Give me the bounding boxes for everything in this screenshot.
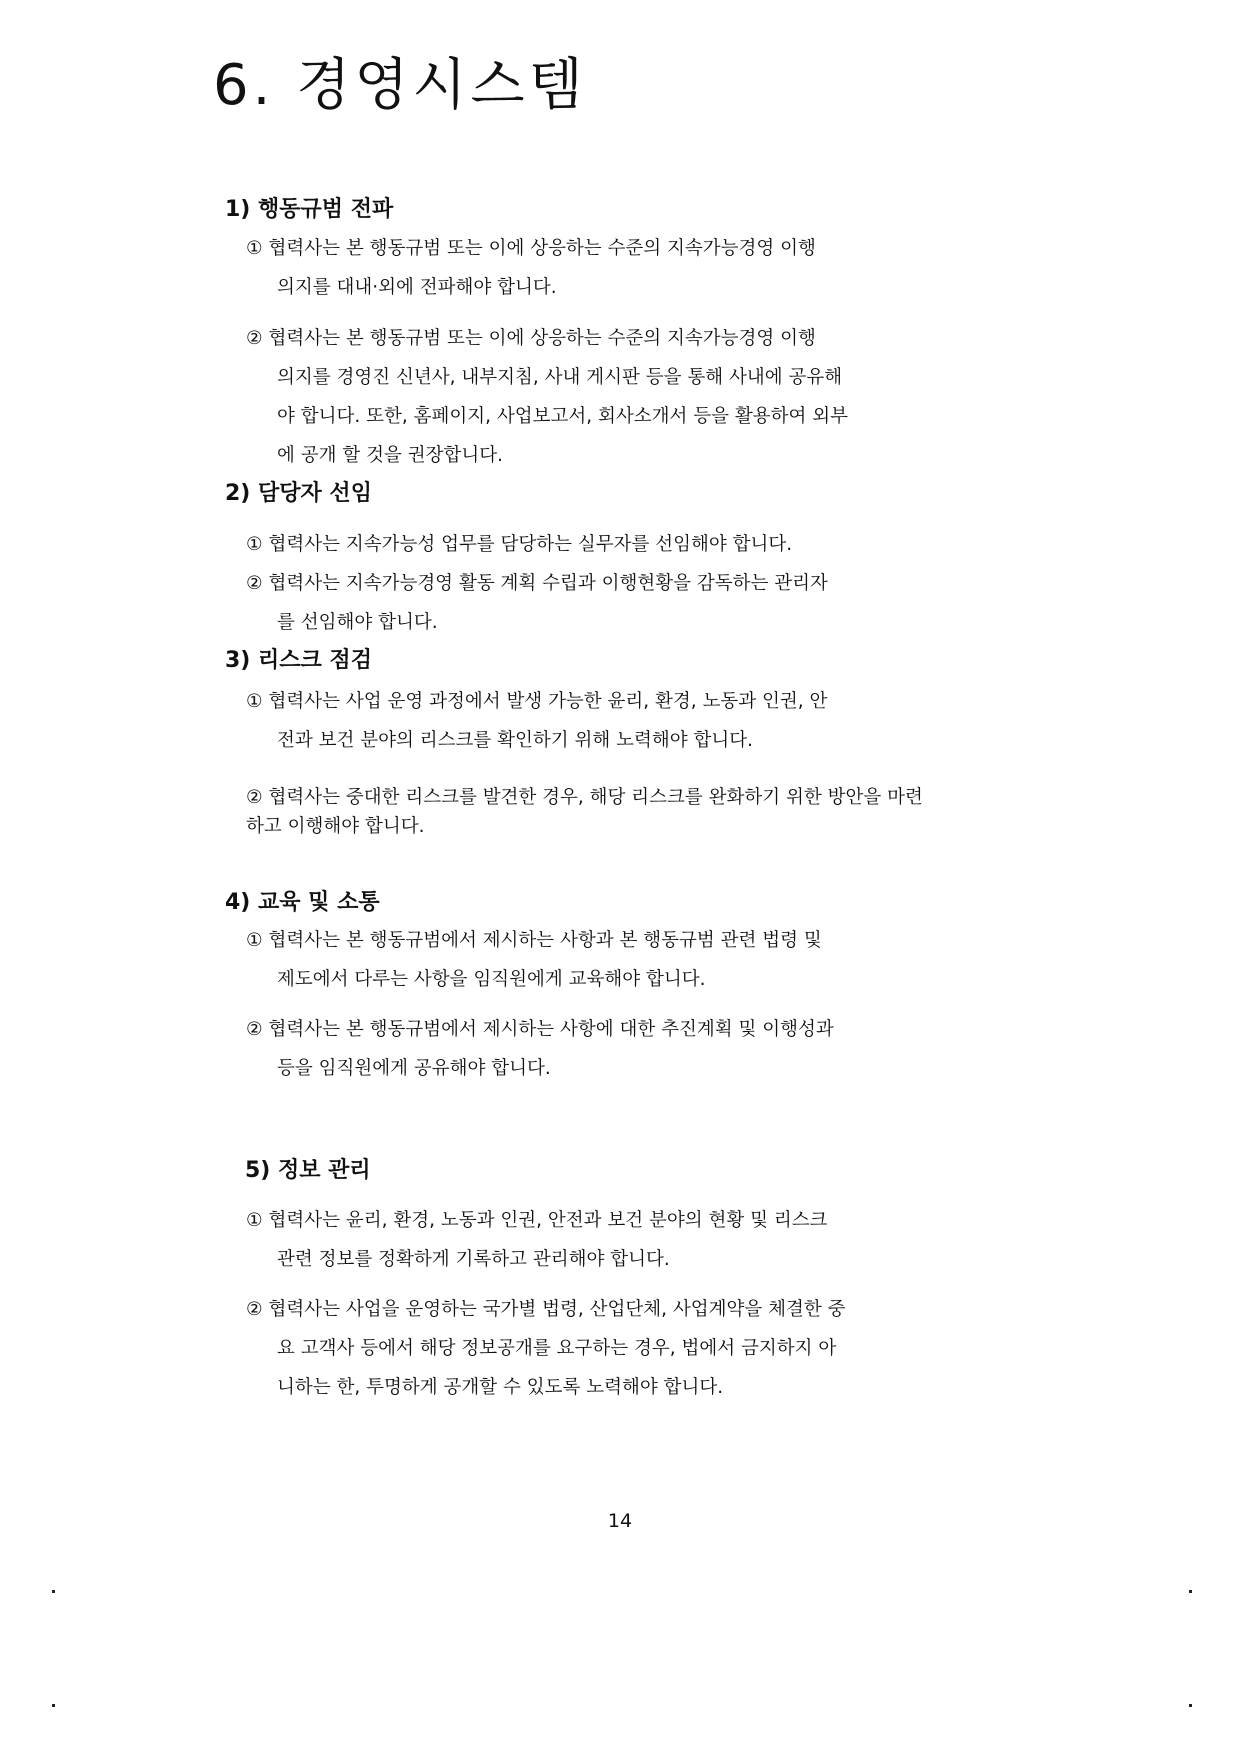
section-4-item-2 bbox=[246, 1010, 834, 1088]
text-line: 니하는 한, 투명하게 공개할 수 있도록 노력해야 합니다. bbox=[277, 1377, 724, 1398]
text-line: 제도에서 다루는 사항을 임직원에게 교육해야 합니다. bbox=[277, 969, 706, 990]
section-5-item-2 bbox=[246, 1290, 846, 1407]
text-line: 관련 정보를 정확하게 기록하고 관리해야 합니다. bbox=[277, 1249, 670, 1270]
text-line: ② 협력사는 사업을 운영하는 국가별 법령, 산업단체, 사업계약을 체결한 중 bbox=[246, 1299, 846, 1320]
section-heading-3: 3) 리스크 점검 bbox=[225, 648, 372, 673]
section-4-item-1 bbox=[246, 921, 822, 999]
text-line: 야 합니다. 또한, 홈페이지, 사업보고서, 회사소개서 등을 활용하여 외부 bbox=[277, 406, 848, 427]
text-line: ① 협력사는 윤리, 환경, 노동과 인권, 안전과 보건 분야의 현황 및 리스크 bbox=[246, 1210, 828, 1231]
section-heading-2: 2) 담당자 선임 bbox=[225, 481, 372, 506]
text-line: ① 협력사는 사업 운영 과정에서 발생 가능한 윤리, 환경, 노동과 인권, 안 bbox=[246, 691, 828, 712]
corner-mark-dot bbox=[1189, 1590, 1192, 1593]
corner-mark-dot bbox=[1189, 1704, 1192, 1707]
text-line: ① 협력사는 본 행동규범 또는 이에 상응하는 수준의 지속가능경영 이행 bbox=[246, 238, 816, 259]
text-line: 등을 임직원에게 공유해야 합니다. bbox=[277, 1058, 551, 1079]
text-line: 요 고객사 등에서 해당 정보공개를 요구하는 경우, 법에서 금지하지 아 bbox=[277, 1338, 837, 1359]
text-line: 에 공개 할 것을 권장합니다. bbox=[277, 445, 503, 466]
text-line: 를 선임해야 합니다. bbox=[277, 612, 438, 633]
text-line: ② 협력사는 본 행동규범 또는 이에 상응하는 수준의 지속가능경영 이행 bbox=[246, 328, 816, 349]
text-line: 하고 이행해야 합니다. bbox=[246, 816, 425, 837]
text-line: ① 협력사는 지속가능성 업무를 담당하는 실무자를 선임해야 합니다. bbox=[246, 534, 793, 555]
corner-mark-dot bbox=[52, 1590, 55, 1593]
section-1-item-2 bbox=[246, 319, 848, 475]
section-heading-5: 5) 정보 관리 bbox=[245, 1158, 371, 1183]
page-number: 14 bbox=[607, 1510, 633, 1532]
page-title: 6. 경영시스템 bbox=[213, 53, 587, 118]
section-5-item-1 bbox=[246, 1201, 827, 1279]
text-line: 전과 보건 분야의 리스크를 확인하기 위해 노력해야 합니다. bbox=[277, 730, 753, 751]
text-line: ② 협력사는 지속가능경영 활동 계획 수립과 이행현황을 감독하는 관리자 bbox=[246, 573, 828, 594]
section-heading-1: 1) 행동규범 전파 bbox=[225, 197, 394, 222]
section-3-item-1 bbox=[246, 682, 827, 760]
text-line: ① 협력사는 본 행동규범에서 제시하는 사항과 본 행동규범 관련 법령 및 bbox=[246, 930, 822, 951]
section-2-item-1 bbox=[246, 525, 792, 564]
text-line: 의지를 대내·외에 전파해야 합니다. bbox=[277, 277, 557, 298]
section-heading-4: 4) 교육 및 소통 bbox=[225, 890, 380, 915]
section-2-item-2 bbox=[246, 564, 828, 642]
corner-mark-dot bbox=[52, 1704, 55, 1707]
text-line: ② 협력사는 중대한 리스크를 발견한 경우, 해당 리스크를 완화하기 위한 방안을 마련 bbox=[246, 787, 923, 808]
section-1-item-1 bbox=[246, 229, 816, 307]
text-line: ② 협력사는 본 행동규범에서 제시하는 사항에 대한 추진계획 및 이행성과 bbox=[246, 1019, 834, 1040]
text-line: 의지를 경영진 신년사, 내부지침, 사내 게시판 등을 통해 사내에 공유해 bbox=[277, 367, 843, 388]
section-3-item-2 bbox=[246, 783, 923, 841]
